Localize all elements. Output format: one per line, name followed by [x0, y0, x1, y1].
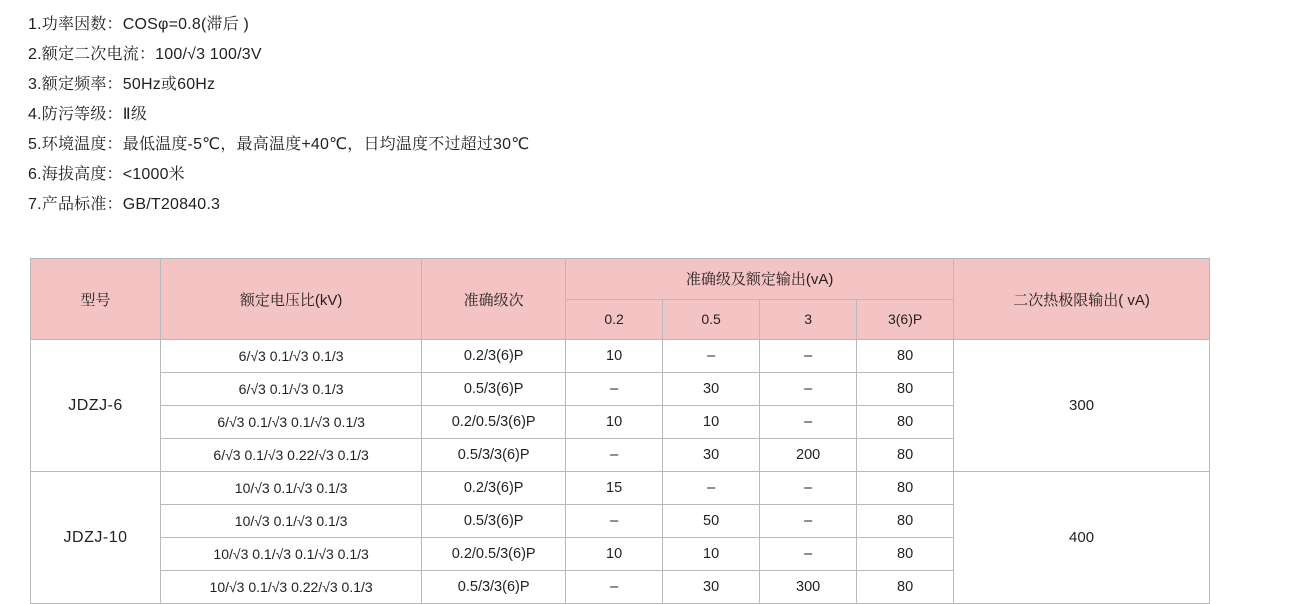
cell-output-0-5: 30: [663, 571, 760, 604]
cell-thermal-limit-jdzj10: 400: [954, 472, 1210, 604]
cell-accuracy-class: 0.2/0.5/3(6)P: [422, 538, 566, 571]
cell-output-0-2: 10: [566, 406, 663, 439]
cell-output-3-6p: 80: [857, 406, 954, 439]
cell-output-0-2: –: [566, 373, 663, 406]
table-row: [31, 340, 1210, 373]
cell-output-3-6p: 80: [857, 505, 954, 538]
spec-item-ambient-temperature: 5.环境温度：最低温度-5℃，最高温度+40℃，日均温度不过超过30℃: [28, 136, 530, 153]
cell-output-0-2: 10: [566, 340, 663, 373]
cell-accuracy-class: 0.2/0.5/3(6)P: [422, 406, 566, 439]
cell-output-3: –: [760, 373, 857, 406]
cell-output-3-6p: 80: [857, 340, 954, 373]
cell-accuracy-class: 0.5/3(6)P: [422, 505, 566, 538]
header-voltage-ratio: 额定电压比(kV): [161, 259, 422, 340]
cell-ratio: 10/√3 0.1/√3 0.1/3: [161, 472, 422, 505]
header-output-0-5: 0.5: [663, 299, 760, 340]
spec-item-rated-secondary-current: 2.额定二次电流：100/√3 100/3V: [28, 46, 262, 63]
cell-thermal-limit-jdzj6: 300: [954, 340, 1210, 472]
cell-ratio: 6/√3 0.1/√3 0.1/√3 0.1/3: [161, 406, 422, 439]
cell-ratio: 10/√3 0.1/√3 0.22/√3 0.1/3: [161, 571, 422, 604]
cell-output-0-5: 30: [663, 439, 760, 472]
cell-output-3: –: [760, 538, 857, 571]
cell-ratio: 6/√3 0.1/√3 0.1/3: [161, 373, 422, 406]
cell-output-0-5: –: [663, 340, 760, 373]
spec-item-altitude: 6.海拔高度：<1000米: [28, 166, 185, 183]
cell-ratio: 6/√3 0.1/√3 0.22/√3 0.1/3: [161, 439, 422, 472]
cell-output-0-5: 10: [663, 406, 760, 439]
cell-ratio: 10/√3 0.1/√3 0.1/3: [161, 505, 422, 538]
cell-ratio: 10/√3 0.1/√3 0.1/√3 0.1/3: [161, 538, 422, 571]
cell-output-3-6p: 80: [857, 538, 954, 571]
cell-ratio: 6/√3 0.1/√3 0.1/3: [161, 340, 422, 373]
table-header: [31, 259, 1210, 340]
cell-output-0-2: –: [566, 505, 663, 538]
cell-output-3: –: [760, 340, 857, 373]
table-body: [31, 340, 1210, 604]
cell-accuracy-class: 0.2/3(6)P: [422, 472, 566, 505]
cell-output-3: 300: [760, 571, 857, 604]
cell-output-3-6p: 80: [857, 571, 954, 604]
cell-output-0-5: –: [663, 472, 760, 505]
cell-output-3-6p: 80: [857, 439, 954, 472]
header-accuracy-class: 准确级次: [422, 259, 566, 340]
cell-output-3: –: [760, 406, 857, 439]
header-output-group: 准确级及额定输出(vA): [566, 259, 954, 300]
cell-output-0-2: 15: [566, 472, 663, 505]
spec-item-power-factor: 1.功率因数：COSφ=0.8(滞后 ): [28, 16, 250, 33]
cell-output-0-5: 30: [663, 373, 760, 406]
cell-output-3-6p: 80: [857, 373, 954, 406]
cell-output-3: 200: [760, 439, 857, 472]
spec-item-product-standard: 7.产品标准：GB/T20840.3: [28, 196, 221, 213]
specification-list: [0, 10, 1289, 220]
spec-item-rated-frequency: 3.额定频率：50Hz或60Hz: [28, 76, 216, 93]
cell-output-3: –: [760, 472, 857, 505]
cell-output-3-6p: 80: [857, 472, 954, 505]
header-thermal-limit-output: 二次热极限输出( vA): [954, 259, 1210, 340]
specification-table: [30, 258, 1210, 604]
header-output-0-2: 0.2: [566, 299, 663, 340]
cell-output-0-5: 50: [663, 505, 760, 538]
spec-item-pollution-level: 4.防污等级：Ⅱ级: [28, 106, 148, 123]
cell-accuracy-class: 0.5/3(6)P: [422, 373, 566, 406]
cell-accuracy-class: 0.2/3(6)P: [422, 340, 566, 373]
header-output-3: 3: [760, 299, 857, 340]
header-model: 型号: [31, 259, 161, 340]
cell-model-jdzj10: JDZJ-10: [31, 472, 161, 604]
cell-accuracy-class: 0.5/3/3(6)P: [422, 571, 566, 604]
cell-accuracy-class: 0.5/3/3(6)P: [422, 439, 566, 472]
table-row: [31, 472, 1210, 505]
specification-table-wrapper: [30, 258, 1210, 604]
header-output-3-6p: 3(6)P: [857, 299, 954, 340]
cell-model-jdzj6: JDZJ-6: [31, 340, 161, 472]
table-header-row-main: [31, 259, 1210, 300]
cell-output-3: –: [760, 505, 857, 538]
cell-output-0-2: –: [566, 571, 663, 604]
cell-output-0-2: 10: [566, 538, 663, 571]
cell-output-0-5: 10: [663, 538, 760, 571]
cell-output-0-2: –: [566, 439, 663, 472]
